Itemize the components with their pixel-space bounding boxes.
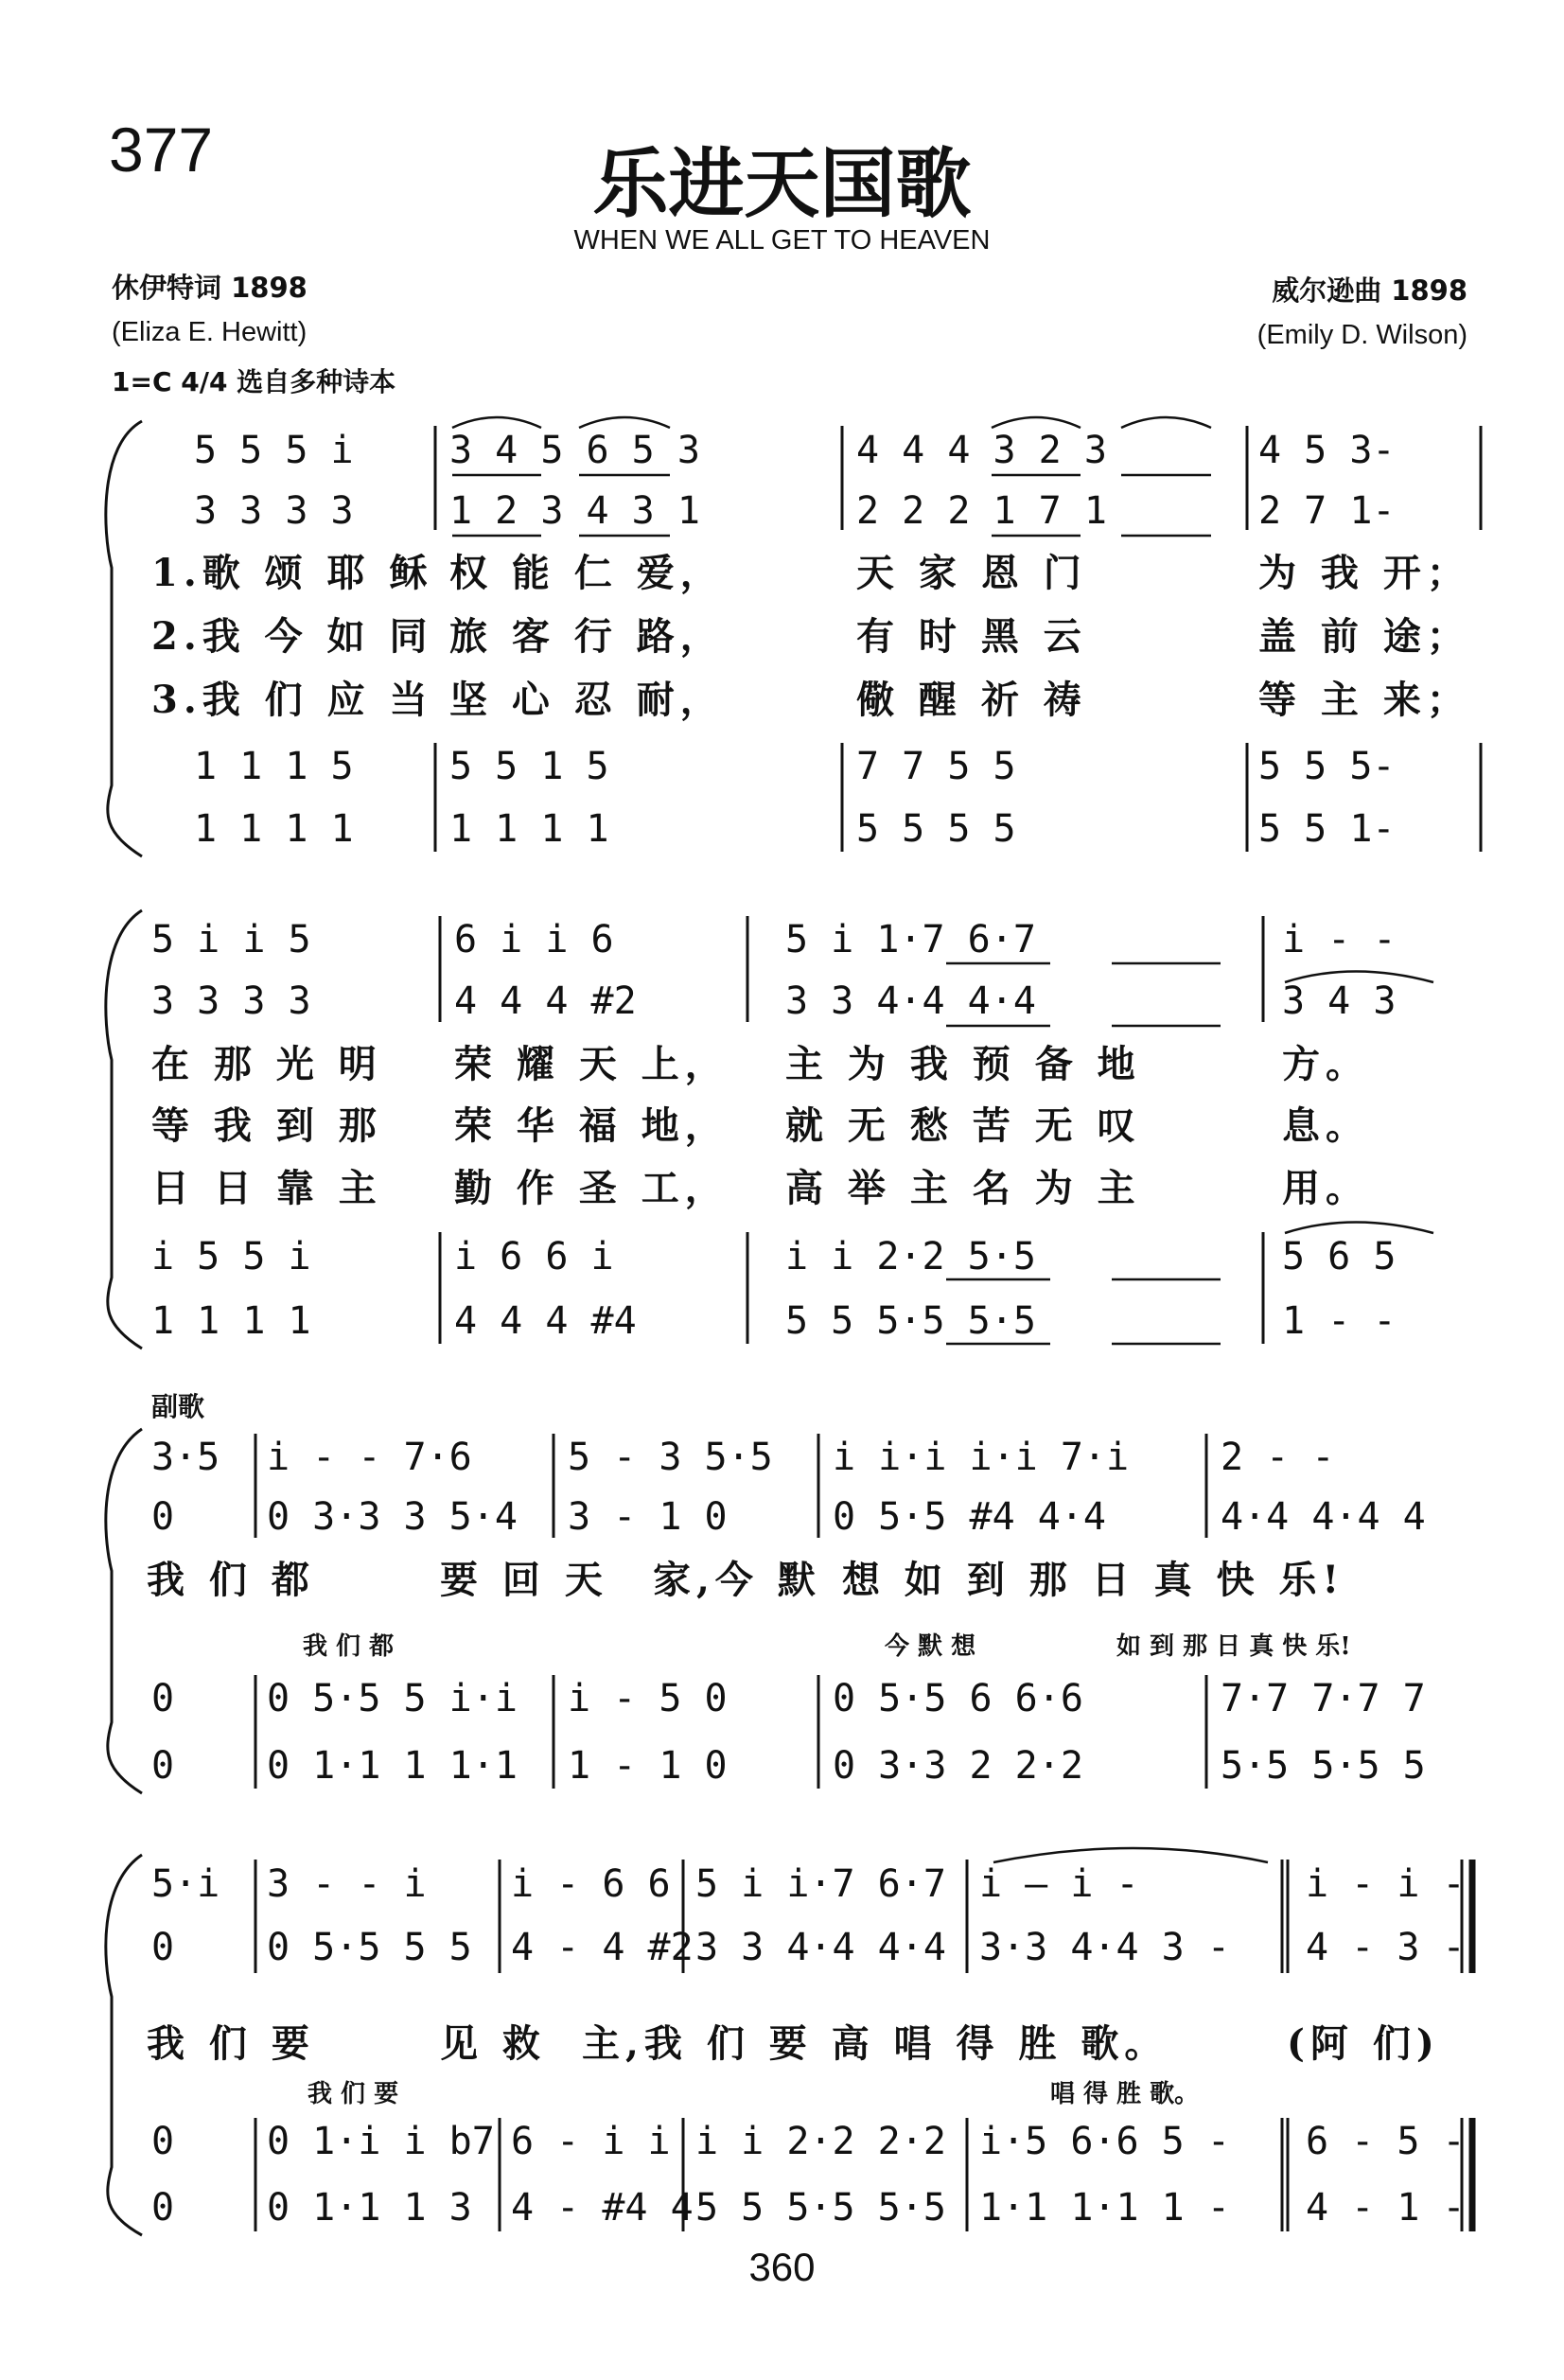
measure: 1 - -	[1282, 1299, 1397, 1343]
lyric-segment: 见 救	[440, 2021, 546, 2066]
measure: 5 5 5·5 5·5	[695, 2186, 946, 2230]
lyric-segment: 荣 华 福 地，	[454, 1103, 729, 1148]
measure: 7·7 7·7 7	[1221, 1677, 1426, 1720]
measure: i - 6 6	[511, 1862, 671, 1906]
lyric-segment: 儆 醒 祈 祷	[856, 678, 1087, 722]
measure: 1 1 1 1	[151, 1299, 311, 1343]
measure: i — i -	[979, 1862, 1139, 1906]
measure: 5 i 1·7 6·7	[785, 918, 1036, 961]
measure: 1 1 1 1	[194, 807, 354, 851]
measure: i - - 7·6	[267, 1436, 472, 1479]
measure: 1 - 1 0	[568, 1744, 728, 1788]
measure: i i·i i·i 7·i	[833, 1436, 1130, 1479]
lyric-segment: 日 日 靠 主	[151, 1166, 382, 1210]
measure: i 5 5 i	[151, 1235, 311, 1278]
hymn-title: 乐进天国歌	[592, 140, 972, 228]
measure: 5 5 5 i	[194, 429, 354, 472]
measure: i i 2·2 5·5	[785, 1235, 1036, 1278]
measure: 3 3 4·4 4·4	[785, 979, 1036, 1023]
measure: 1 2 3 4 3 1	[449, 489, 700, 533]
lyric-segment: 我 们 都	[303, 1632, 395, 1661]
measure: 5 i i·7 6·7	[695, 1862, 946, 1906]
refrain-label: 副歌	[151, 1391, 205, 1422]
lyric-segment: 2.我 今 如 同	[151, 614, 433, 659]
measure: 7 7 5 5	[856, 745, 1016, 788]
lyric-segment: 有 时 黑 云	[856, 614, 1087, 659]
measure: 0	[151, 1677, 175, 1720]
measure: 1 1 1 1	[449, 807, 609, 851]
measure: 3 3 4·4 4·4	[695, 1926, 946, 1969]
measure: 0	[151, 1744, 175, 1788]
measure: 4 5 3-	[1258, 429, 1396, 472]
measure: 0 5·5 5 5	[267, 1926, 472, 1969]
lyric-segment: 家,今 默	[653, 1558, 821, 1602]
lyric-segment: 要 回 天	[440, 1558, 608, 1602]
measure: 0 1·1 1 1·1	[267, 1744, 518, 1788]
measure: 2 7 1-	[1258, 489, 1396, 533]
measure: 5 5 5 5	[856, 807, 1016, 851]
lyric-segment: 等 主 来；	[1258, 678, 1470, 722]
measure: 5 5 5·5 5·5	[785, 1299, 1036, 1343]
lyric-segment: 唱 得 胜 歌。	[1050, 2080, 1200, 2108]
measure: 4 4 4 #2	[454, 979, 637, 1023]
composer-cn: 威尔逊曲 1898	[1272, 274, 1467, 307]
measure: 4·4 4·4 4	[1221, 1495, 1426, 1539]
measure: 2 - -	[1221, 1436, 1335, 1479]
lyric-segment: (阿 们)	[1287, 2021, 1440, 2066]
measure: 3 4 3	[1282, 979, 1397, 1023]
measure: 4 - 1 -	[1306, 2186, 1466, 2230]
measure: 0 5·5 #4 4·4	[833, 1495, 1106, 1539]
measure: 4 - #4 4	[511, 2186, 694, 2230]
measure: 5 - 3 5·5	[568, 1436, 773, 1479]
measure: 0 3·3 2 2·2	[833, 1744, 1083, 1788]
measure: i 6 6 i	[454, 1235, 614, 1278]
measure: 0 3·3 3 5·4	[267, 1495, 518, 1539]
measure: 5 5 1 5	[449, 745, 609, 788]
lyric-segment: 旅 客 行 路，	[449, 614, 724, 659]
measure: 5 5 5-	[1258, 745, 1396, 788]
measure: 3·3 4·4 3 -	[979, 1926, 1230, 1969]
lyric-segment: 勤 作 圣 工，	[454, 1166, 729, 1210]
lyric-segment: 就 无 愁 苦 无 叹	[785, 1103, 1141, 1148]
measure: 6 i i 6	[454, 918, 614, 961]
measure: i·5 6·6 5 -	[979, 2120, 1230, 2163]
measure: 0 1·i i b7	[267, 2120, 495, 2163]
measure: 5 6 5	[1282, 1235, 1397, 1278]
measure: 3 - - i	[267, 1862, 427, 1906]
measure: 6 - 5 -	[1306, 2120, 1466, 2163]
lyric-segment: 盖 前 途；	[1258, 614, 1470, 659]
measure: 5 5 1-	[1258, 807, 1396, 851]
lyric-segment: 等 我 到 那	[151, 1103, 382, 1148]
measure: i - 5 0	[568, 1677, 728, 1720]
measure: 1·1 1·1 1 -	[979, 2186, 1230, 2230]
lyric-segment: 想 如 到 那 日 真 快 乐!	[842, 1558, 1345, 1602]
measure: 1 1 1 5	[194, 745, 354, 788]
measure: i i 2·2 2·2	[695, 2120, 946, 2163]
measure: 5 i i 5	[151, 918, 311, 961]
hymn-number: 377	[109, 115, 214, 185]
lyric-segment: 为 我 开；	[1258, 551, 1470, 595]
measure: 2 2 2 1 7 1	[856, 489, 1107, 533]
measure: i - i -	[1306, 1862, 1466, 1906]
lyric-segment: 今 默 想	[885, 1632, 976, 1661]
measure: i - -	[1282, 918, 1397, 961]
measure: 0	[151, 2186, 175, 2230]
lyric-segment: 坚 心 忍 耐，	[449, 678, 724, 722]
measure: 4 - 4 #2	[511, 1926, 694, 1969]
lyric-segment: 在 那 光 明	[151, 1042, 382, 1086]
lyric-segment: 高 举 主 名 为 主	[785, 1166, 1141, 1210]
measure: 5·i	[151, 1862, 220, 1906]
lyric-segment: 主,我 们 要 高 唱 得 胜 歌。	[582, 2021, 1169, 2066]
page-number: 360	[748, 2245, 816, 2289]
measure: 0	[151, 1926, 175, 1969]
lyric-segment: 我 们 要	[308, 2080, 399, 2108]
lyric-segment: 天 家 恩 门	[856, 551, 1087, 595]
system-brace	[106, 421, 142, 856]
lyric-segment: 1.歌 颂 耶 稣	[151, 551, 433, 595]
measure: 3 3 3 3	[194, 489, 354, 533]
lyric-segment: 主 为 我 预 备 地	[785, 1042, 1141, 1086]
lyric-segment: 用。	[1282, 1166, 1369, 1210]
measure: 3 - 1 0	[568, 1495, 728, 1539]
lyric-segment: 3.我 们 应 当	[151, 678, 433, 722]
measure: 3·5	[151, 1436, 220, 1479]
measure: 0	[151, 1495, 175, 1539]
lyricist-en: (Eliza E. Hewitt)	[112, 317, 308, 347]
key-signature: 1=C 4/4 选自多种诗本	[112, 366, 396, 397]
lyric-segment: 我 们 要	[147, 2021, 315, 2066]
measure: 3 4 5 6 5 3	[449, 429, 700, 472]
measure: 0 5·5 5 i·i	[267, 1677, 518, 1720]
measure: 0 5·5 6 6·6	[833, 1677, 1083, 1720]
lyric-segment: 荣 耀 天 上，	[454, 1042, 729, 1086]
measure: 4 - 3 -	[1306, 1926, 1466, 1969]
measure: 0 1·1 1 3	[267, 2186, 472, 2230]
hymn-subtitle: WHEN WE ALL GET TO HEAVEN	[573, 225, 991, 256]
lyric-segment: 方。	[1282, 1042, 1369, 1086]
measure: 3 3 3 3	[151, 979, 311, 1023]
measure: 6 - i i	[511, 2120, 671, 2163]
lyric-segment: 我 们 都	[147, 1558, 315, 1602]
lyric-segment: 权 能 仁 爱，	[449, 551, 724, 595]
lyricist-cn: 休伊特词 1898	[112, 272, 308, 304]
measure: 4 4 4 3 2 3	[856, 429, 1107, 472]
lyric-segment: 如 到 那 日 真 快 乐!	[1116, 1632, 1351, 1661]
composer-en: (Emily D. Wilson)	[1256, 320, 1467, 350]
measure: 4 4 4 #4	[454, 1299, 637, 1343]
lyric-segment: 息。	[1282, 1103, 1369, 1148]
measure: 0	[151, 2120, 175, 2163]
measure: 5·5 5·5 5	[1221, 1744, 1426, 1788]
